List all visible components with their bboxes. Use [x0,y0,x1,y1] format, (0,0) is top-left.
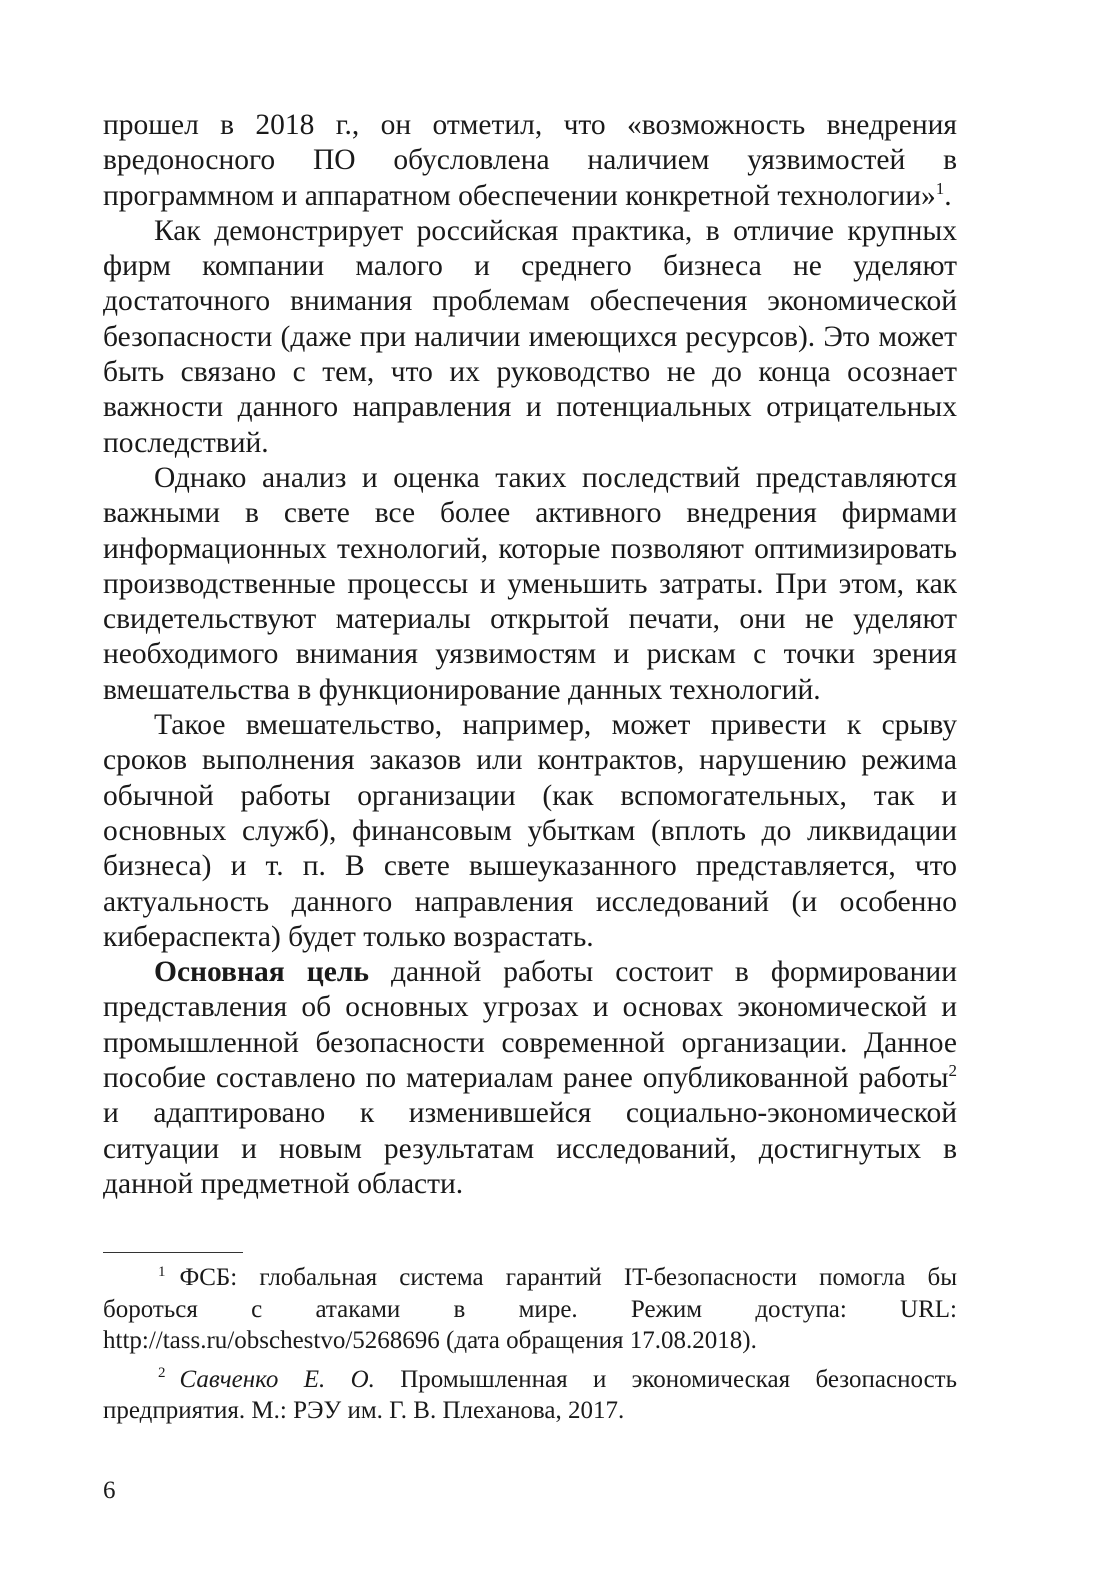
footnotes [103,1262,957,1434]
paragraph-3: Однако анализ и оценка таких последствий представляются важными в свете все более активного внедрения фирмами информационных технологий, которые позволяют оптимизировать производственные процессы и уменьшить затраты. При этом, как свидетельствуют материалы открытой печати, они не уделяют необходимого внимания уязвимостям и рискам с точки зрения вмешательства в функционирование данных технологий. [103,461,957,706]
footnote-1-text: ФСБ: глобальная система гарантий IT-безопасности помогла бы бороться с атаками в мире. Режим доступа: URL: http://tass.ru/obschestvo/5268696 (дата обращения 17.08.2018). [103,1264,957,1354]
paragraph-5 [103,955,957,1202]
paragraph-5-text-b: и адаптировано к изменившейся социально-экономической ситуации и новым результатам исследований, достигнутых в данной предметной области. [103,1097,957,1200]
paragraph-1 [103,108,957,214]
paragraph-5-text-a: данной работы состоит в формировании представления об основных угрозах и основах экономической и промышленной безопасности современной организации. Данное пособие составлено по материалам ранее опубликованной работы [103,956,957,1095]
footnote-2 [103,1364,957,1427]
footnote-2-author: Савченко Е. О. [179,1365,375,1393]
footnote-divider [103,1252,243,1253]
footnote-ref-1[interactable]: 1 [935,178,945,198]
paragraph-1-end: . [944,179,952,212]
main-text [103,108,957,1202]
footnote-ref-2[interactable]: 2 [948,1061,957,1081]
main-goal-label: Основная цель [154,956,369,989]
paragraph-4: Такое вмешательство, например, может привести к срыву сроков выполнения заказов или контрактов, нарушению режима обычной работы организации (как вспомогательных, так и основных служб), финансовым убыткам (вплоть до ликвидации бизнеса) и т. п. В свете вышеуказанного представляется, что актуальность данного направления исследований (и особенно киберaспекта) будет только возрастать. [103,709,957,953]
footnote-1 [103,1262,957,1357]
paragraph-1-text: прошел в 2018 г., он отметил, что «возможность внедрения вредоносного ПО обусловлена наличием уязвимостей в программном и аппаратном обеспечении конкретной технологии» [103,109,957,212]
footnote-2-number: 2 [158,1365,166,1382]
footnote-1-number: 1 [158,1263,166,1280]
page-number: 6 [103,1477,116,1504]
footnote-2-text: Промышленная и экономическая безопасность предприятия. М.: РЭУ им. Г. В. Плеханова, 2017. [103,1365,957,1424]
paragraph-2: Как демонстрирует российская практика, в отличие крупных фирм компании малого и среднего бизнеса не уделяют достаточного внимания проблемам обеспечения экономической безопасности (даже при наличии имеющихся ресурсов). Это может быть связано с тем, что их руководство не до конца осознает важности данного направления и потенциальных отрицательных последствий. [103,214,957,459]
